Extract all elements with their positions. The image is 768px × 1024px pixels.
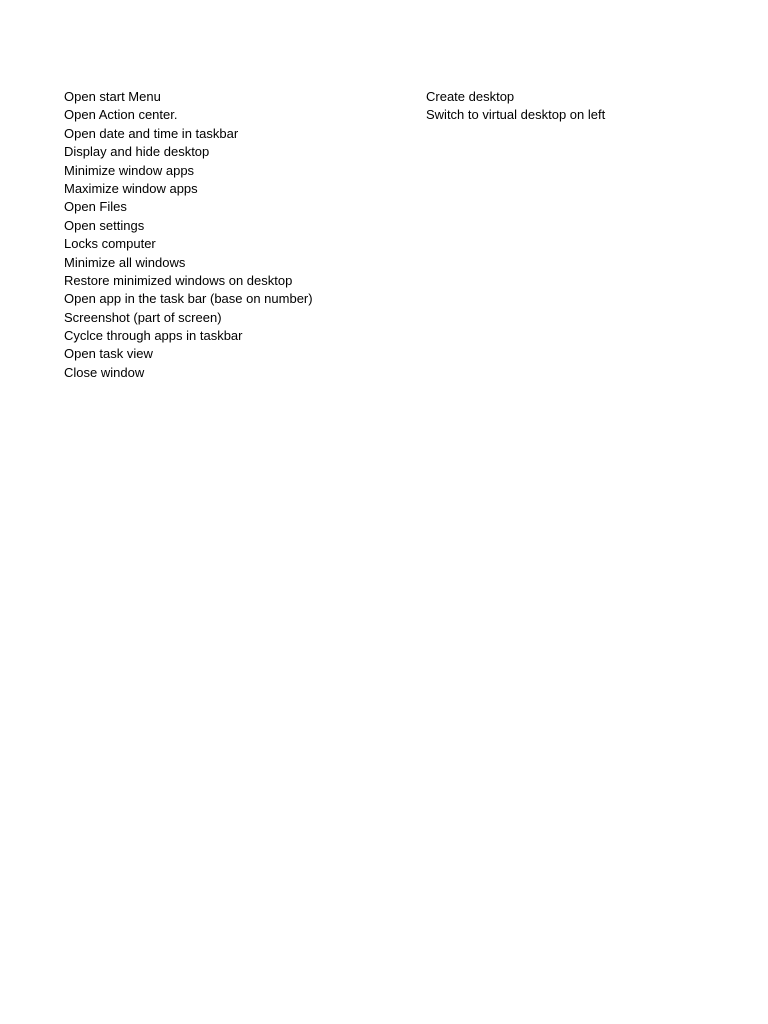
list-item: Maximize window apps	[64, 180, 198, 196]
list-item: Close window	[64, 364, 145, 380]
list-item: Cyclce through apps in taskbar	[64, 328, 243, 344]
list-item: Open settings	[64, 217, 145, 233]
shortcut-descriptions-right-column	[426, 88, 746, 125]
list-item: Minimize all windows	[64, 254, 186, 270]
list-item: Open task view	[64, 346, 153, 362]
list-item: Open start Menu	[64, 89, 161, 104]
list-item: Open date and time in taskbar	[64, 125, 239, 141]
list-item: Minimize window apps	[64, 162, 195, 178]
list-item: Open Action center.	[64, 107, 178, 123]
list-item: Display and hide desktop	[64, 144, 210, 160]
shortcut-descriptions-left-column	[64, 88, 404, 382]
list-item: Restore minimized windows on desktop	[64, 272, 293, 288]
list-item: Create desktop	[426, 89, 515, 104]
list-item: Switch to virtual desktop on left	[426, 107, 606, 123]
list-item: Locks computer	[64, 236, 156, 252]
list-item: Open app in the task bar (base on number)	[64, 291, 313, 307]
list-item: Screenshot (part of screen)	[64, 309, 222, 325]
list-item: Open Files	[64, 199, 127, 215]
